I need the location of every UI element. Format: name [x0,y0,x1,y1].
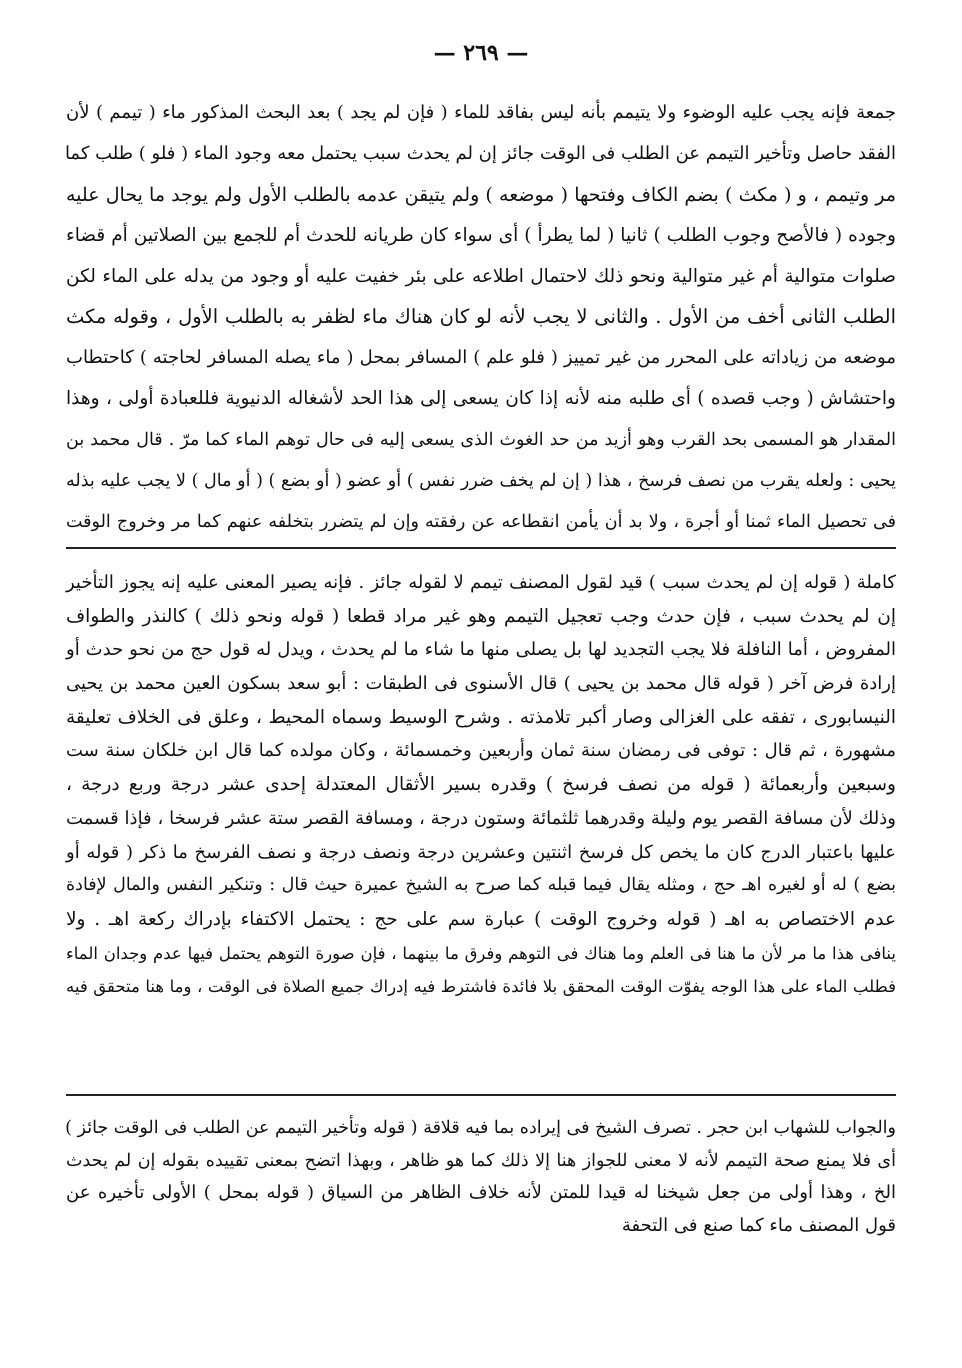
commentary-line: المفروض ، أما النافلة فلا يجب التجديد لها بل يصلى منها ما شاء ما لم يحدث ، ويدل له قول حج من نحو حدث أو [66,639,896,661]
commentary-line: مشهورة ، ثم قال : توفى فى رمضان سنة ثمان وأربعين وخمسمائة ، وكان مولده كما قال ابن خلكان سنة ست [66,740,896,762]
main-text-line: موضعه من زياداته على المحرر من غير تمييز ( فلو علم ) المسافر بمحل ( ماء يصله المسافر لحاجته ) كاحتطاب [66,347,896,369]
main-text-line: الفقد حاصل وتأخير التيمم عن الطلب فى الوقت جائز إن لم يحدث سبب يحتمل معه وجود الماء ( فلو ) طلب كما [64,142,896,164]
main-text-line: صلوات متوالية أم غير متوالية ونحو ذلك لاحتمال اطلاعه على بئر خفيت عليه أو وجود من يدله على الماء لكن [66,265,896,287]
commentary-text [66,566,896,1004]
commentary-line: عليها باعتبار الدرج كان ما يخص كل فرسخ اثنتين وعشرين درجة ونصف درجة و نصف الفرسخ ما ذكر ( قوله أو [66,841,896,863]
main-text-line: المقدار هو المسمى بحد القرب وهو أزيد من حد الغوث الذى يسعى إليه فى حال توهم الماء كما مرّ . قال محمد بن [66,430,896,451]
commentary-line: فطلب الماء على هذا الوجه يفوّت الوقت المحقق بلا فائدة فاشترط فيه إدراك جميع الصلاة فى الوقت ، وما هنا متحقق فيه [66,977,896,997]
footnote-line: الخ ، وهذا أولى من جعل شيخنا له قيدا للمتن لأنه خلاف الظاهر من السياق ( قوله بمحل ) الأولى تأخيره عن [66,1182,896,1203]
commentary-line: وذلك لأن مسافة القصر يوم وليلة وقدرهما ثلثمائة وستون درجة ، ومسافة القصر ستة عشر فرسخا ، فإذا قسمت [66,807,896,829]
commentary-line: ينافى هذا ما مر لأن ما هنا فى العلم وما هناك فى التوهم وفرق ما بينهما ، فإن صورة التوهم يحتمل فيها عدم وجدان الماء [66,943,896,963]
commentary-line: كاملة ( قوله إن لم يحدث سبب ) قيد لقول المصنف تيمم لا لقوله جائز . فإنه يصير المعنى عليه إنه يجوز التأخير [66,572,896,593]
separator-rule [66,1094,896,1096]
page-number: — ٢٦٩ — [433,40,529,66]
footnote-line: أى فلا يمنع صحة التيمم لأنه لا معنى للجواز هنا إلا ذلك كما هو ظاهر ، وبهذا اتضح بمعنى تقييده بقوله إن لم يحدث [66,1150,896,1171]
main-text-line: الطلب الثانى أخف من الأول . والثانى لا يجب لأنه لو كان هناك ماء لظفر به بالطلب الأول ، وقوله مكث [66,305,896,329]
main-text-line: جمعة فإنه يجب عليه الوضوء ولا يتيمم بأنه ليس بفاقد للماء ( فإن لم يجد ) بعد البحث المذكور ماء ( تيمم ) لأن [66,102,896,123]
main-text-line: يحيى : ولعله يقرب من نصف فرسخ ، هذا ( إن لم يخف ضرر نفس ) أو عضو ( أو بضع ) ( أو مال ) لا يجب عليه بذله [66,471,896,492]
footnote-line: قول المصنف ماء كما صنع فى التحفة [621,1214,896,1236]
commentary-line: عدم الاختصاص به اهـ ( قوله وخروج الوقت ) عبارة سم على حج : يحتمل الاكتفاء بإدراك ركعة اهـ . ولا [66,908,896,930]
commentary-line: النيسابورى ، تفقه على الغزالى وصار أكبر تلامذته . وشرح الوسيط وسماه المحيط ، وعلق فى الخلاف تعليقة [66,706,896,728]
commentary-line: وسبعين وأربعمائة ( قوله من نصف فرسخ ) وقدره بسير الأثقال المعتدلة إحدى عشر درجة وربع درجة ، [66,774,896,796]
commentary-line: بضع ) له أو لغيره اهـ حج ، ومثله يقال فيما قبله كما صرح به الشيخ عميرة حيث قال : وتنكير النفس والمال لإفادة [66,875,896,896]
footnote-line: والجواب للشهاب ابن حجر . تصرف الشيخ فى إيراده بما فيه قلاقة ( قوله وتأخير التيمم عن الطلب فى الوقت جائز ) [65,1118,896,1138]
separator-rule [66,547,896,549]
main-text-line: فى تحصيل الماء ثمنا أو أجرة ، ولا بد أن يأمن انقطاعه عن رفقته وإن لم يتضرر بتخلفه عنهم كما مر وخروج الوقت [66,511,896,532]
main-text-line: وجوده ( فالأصح وجوب الطلب ) ثانيا ( لما يطرأ ) أى سواء كان طريانه للحدث أم للجمع بين الصلاتين أم قضاء [66,224,896,246]
commentary-line: إرادة فرض آخر ( قوله قال محمد بن يحيى ) قال الأسنوى فى الطبقات : أبو سعد بسكون العين محمد بن يحيى [66,673,896,695]
main-text-line: واحتشاش ( وجب قصده ) أى طلبه منه لأنه إذا كان يسعى إلى هذا الحد لأشغاله الدنيوية فللعبادة أولى ، وهذا [66,388,896,410]
main-text [66,93,896,543]
commentary-line: إن لم يحدث سبب ، فإن حدث وجب تعجيل التيمم وهو غير مراد قطعا ( قوله ونحو ذلك ) كالنذر والطواف [66,605,896,627]
footnote-text [66,1112,896,1242]
main-text-line: مر وتيمم ، و ( مكث ) بضم الكاف وفتحها ( موضعه ) ولم يتيقن عدمه بالطلب الأول ولم يوجد ما يحال عليه [66,183,896,206]
